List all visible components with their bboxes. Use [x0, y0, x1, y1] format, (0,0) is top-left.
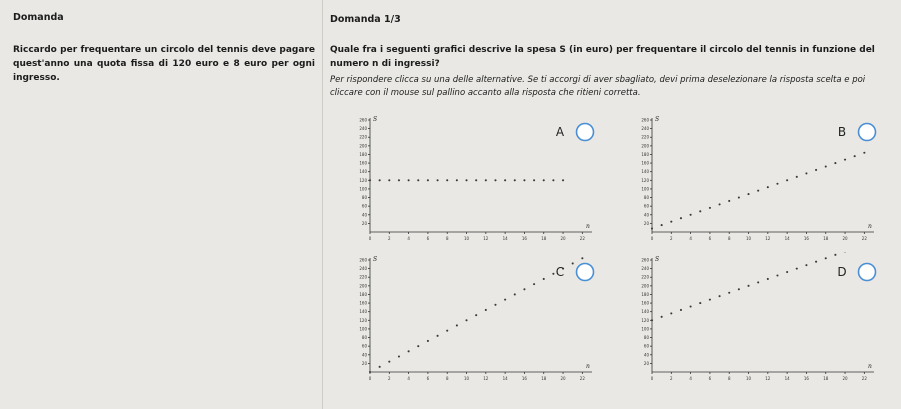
data-point	[738, 288, 740, 290]
x-tick-label: 10	[745, 236, 752, 241]
data-point	[427, 179, 429, 181]
data-point	[815, 169, 817, 171]
x-tick-label: 14	[502, 236, 508, 241]
data-point	[786, 179, 788, 181]
y-tick-label: 120	[641, 177, 649, 183]
x-tick-label: 4	[407, 236, 410, 241]
y-tick-label: 20	[643, 220, 649, 226]
data-point	[651, 228, 653, 230]
option-b-radio[interactable]	[859, 124, 876, 141]
y-tick-label: 180	[359, 291, 367, 297]
y-tick-label: 40	[643, 352, 649, 358]
x-tick-label: 20	[560, 376, 566, 381]
data-point	[757, 281, 759, 283]
data-point	[475, 179, 477, 181]
y-axis-label: S	[373, 256, 378, 263]
x-tick-label: 22	[579, 236, 585, 241]
data-point	[446, 330, 448, 332]
y-tick-label: 240	[641, 126, 649, 132]
x-tick-label: 12	[765, 376, 771, 381]
data-point	[699, 210, 701, 212]
data-point	[543, 278, 545, 280]
data-point	[523, 288, 525, 290]
data-point	[485, 309, 487, 311]
x-tick-label: 0	[650, 376, 654, 381]
y-tick-label: 160	[359, 300, 367, 306]
data-point	[533, 283, 535, 285]
question-number: Domanda 1/3	[330, 14, 401, 25]
data-point	[670, 312, 672, 314]
x-tick-label: 16	[803, 376, 809, 381]
y-tick-label: 180	[641, 291, 649, 297]
option-c-radio[interactable]	[577, 264, 594, 281]
data-point	[581, 257, 583, 259]
x-tick-label: 16	[521, 236, 527, 241]
x-tick-label: 12	[483, 236, 489, 241]
data-point	[456, 324, 458, 326]
data-point	[494, 179, 496, 181]
option-a-radio[interactable]	[577, 124, 594, 141]
data-point	[494, 304, 496, 306]
question-sidebar	[0, 0, 322, 409]
option-c-graph	[336, 252, 608, 386]
x-axis-label: n	[868, 363, 872, 370]
data-point	[728, 200, 730, 202]
x-tick-label: 16	[803, 236, 809, 241]
data-point	[465, 319, 467, 321]
data-point	[661, 224, 663, 226]
y-tick-label: 200	[641, 143, 649, 149]
y-tick-label: 140	[641, 309, 649, 315]
data-point	[709, 207, 711, 209]
option-letter-b: B	[837, 125, 847, 139]
data-point	[651, 319, 653, 321]
data-point	[572, 262, 574, 264]
data-point	[504, 299, 506, 301]
x-tick-label: 18	[541, 236, 547, 241]
x-tick-label: 4	[689, 236, 692, 241]
data-point	[776, 183, 778, 185]
y-tick-label: 20	[643, 360, 649, 366]
x-tick-label: 2	[388, 376, 391, 381]
y-tick-label: 120	[359, 317, 367, 323]
data-point	[844, 159, 846, 161]
data-point	[690, 214, 692, 216]
data-point	[805, 264, 807, 266]
y-tick-label: 20	[361, 220, 367, 226]
x-tick-label: 0	[368, 236, 372, 241]
chart-svg-d	[618, 252, 890, 386]
x-tick-label: 6	[426, 236, 430, 241]
y-tick-label: 160	[359, 160, 367, 166]
y-tick-label: 220	[359, 274, 367, 280]
data-point	[456, 179, 458, 181]
question-text: Quale fra i seguenti grafici descrive la spesa S (in euro) per frequentare il circolo del tennis in funzione del numero n di ingressi?	[330, 45, 875, 69]
x-tick-label: 20	[560, 236, 566, 241]
y-tick-label: 260	[359, 257, 367, 263]
x-tick-label: 2	[388, 236, 391, 241]
y-axis-label: S	[655, 116, 660, 123]
y-axis-label: S	[373, 116, 378, 123]
y-tick-label: 180	[359, 151, 367, 157]
data-point	[437, 179, 439, 181]
x-tick-label: 8	[445, 376, 449, 381]
y-tick-label: 60	[643, 203, 649, 209]
option-letter-d: D	[837, 265, 847, 279]
x-tick-label: 4	[407, 376, 410, 381]
data-point	[543, 179, 545, 181]
data-point	[825, 257, 827, 259]
data-point	[815, 261, 817, 263]
data-point	[834, 254, 836, 256]
x-tick-label: 10	[745, 376, 752, 381]
data-point	[398, 179, 400, 181]
data-point	[796, 268, 798, 270]
y-tick-label: 20	[361, 360, 367, 366]
y-tick-label: 60	[361, 203, 367, 209]
data-point	[388, 179, 390, 181]
y-tick-label: 100	[359, 186, 367, 192]
x-tick-label: 8	[727, 236, 731, 241]
data-point	[504, 179, 506, 181]
y-tick-label: 140	[359, 309, 367, 315]
x-tick-label: 0	[368, 376, 372, 381]
y-tick-label: 40	[643, 212, 649, 218]
y-tick-label: 160	[641, 300, 649, 306]
data-point	[863, 152, 865, 154]
data-point	[680, 217, 682, 219]
y-tick-label: 240	[359, 126, 367, 132]
x-axis-label: n	[586, 223, 590, 230]
x-tick-label: 18	[823, 236, 829, 241]
data-point	[379, 366, 381, 368]
problem-statement: Riccardo per frequentare un circolo del tennis deve pagare quest'anno una quota fissa di 120 euro e 8 euro per ogni ingresso.	[13, 45, 315, 83]
y-tick-label: 140	[359, 169, 367, 175]
data-point	[854, 155, 856, 157]
y-tick-label: 260	[641, 257, 649, 263]
option-b-graph	[618, 112, 890, 246]
data-point	[805, 172, 807, 174]
y-tick-label: 220	[359, 134, 367, 140]
data-point	[728, 292, 730, 294]
data-point	[475, 314, 477, 316]
data-point	[562, 179, 564, 181]
data-point	[408, 350, 410, 352]
x-tick-label: 6	[708, 376, 712, 381]
data-point	[719, 295, 721, 297]
data-point	[699, 302, 701, 304]
x-tick-label: 20	[842, 236, 848, 241]
data-point	[709, 299, 711, 301]
option-letter-a: A	[555, 125, 565, 139]
x-tick-label: 10	[463, 376, 470, 381]
x-tick-label: 14	[502, 376, 508, 381]
y-tick-label: 120	[359, 177, 367, 183]
y-tick-label: 80	[643, 195, 649, 201]
y-tick-label: 220	[641, 274, 649, 280]
data-point	[834, 162, 836, 164]
data-point	[485, 179, 487, 181]
y-tick-label: 240	[359, 266, 367, 272]
data-point	[379, 179, 381, 181]
data-point	[747, 285, 749, 287]
data-point	[670, 221, 672, 223]
data-point	[552, 273, 554, 275]
x-tick-label: 2	[670, 376, 673, 381]
option-a-graph	[336, 112, 608, 246]
chart-svg-b	[618, 112, 890, 246]
x-tick-label: 6	[708, 236, 712, 241]
y-tick-label: 200	[641, 283, 649, 289]
y-tick-label: 260	[641, 117, 649, 123]
y-tick-label: 40	[361, 212, 367, 218]
data-point	[661, 316, 663, 318]
x-tick-label: 14	[784, 236, 790, 241]
data-point	[552, 179, 554, 181]
y-tick-label: 220	[641, 134, 649, 140]
y-tick-label: 240	[641, 266, 649, 272]
data-point	[417, 345, 419, 347]
x-tick-label: 8	[727, 376, 731, 381]
x-axis-label: n	[868, 223, 872, 230]
y-axis-label: S	[655, 256, 660, 263]
data-point	[776, 274, 778, 276]
data-point	[369, 179, 371, 181]
y-tick-label: 100	[641, 186, 649, 192]
x-tick-label: 12	[483, 376, 489, 381]
data-point	[369, 371, 371, 373]
y-tick-label: 260	[359, 117, 367, 123]
option-letter-c: C	[555, 265, 565, 279]
data-point	[514, 293, 516, 295]
y-tick-label: 40	[361, 352, 367, 358]
x-tick-label: 22	[579, 376, 585, 381]
x-tick-label: 20	[842, 376, 848, 381]
data-point	[398, 355, 400, 357]
sidebar-title: Domanda	[13, 12, 64, 23]
data-point	[465, 179, 467, 181]
data-point	[796, 176, 798, 178]
data-point	[417, 179, 419, 181]
data-point	[738, 196, 740, 198]
y-tick-label: 120	[641, 317, 649, 323]
x-tick-label: 4	[689, 376, 692, 381]
data-point	[680, 309, 682, 311]
data-point	[437, 335, 439, 337]
x-tick-label: 18	[823, 376, 829, 381]
x-tick-label: 22	[861, 236, 867, 241]
x-tick-label: 16	[521, 376, 527, 381]
data-point	[757, 190, 759, 192]
x-tick-label: 10	[463, 236, 470, 241]
y-tick-label: 80	[361, 195, 367, 201]
x-tick-label: 22	[861, 376, 867, 381]
question-instructions: Per rispondere clicca su una delle alternative. Se ti accorgi di aver sbagliato, devi prima deselezionare la risposta scelta e poi cliccare con il mouse sul pallino accanto alla risposta che ritieni corretta.	[330, 75, 866, 98]
data-point	[825, 165, 827, 167]
y-tick-label: 200	[359, 143, 367, 149]
x-tick-label: 12	[765, 236, 771, 241]
data-point	[514, 179, 516, 181]
data-point	[427, 340, 429, 342]
y-tick-label: 60	[643, 343, 649, 349]
y-tick-label: 160	[641, 160, 649, 166]
data-point	[523, 179, 525, 181]
x-tick-label: 2	[670, 236, 673, 241]
y-tick-label: 200	[359, 283, 367, 289]
chart-svg-c	[336, 252, 608, 386]
panel-divider	[322, 0, 323, 409]
data-point	[767, 278, 769, 280]
y-tick-label: 80	[643, 335, 649, 341]
data-point	[388, 361, 390, 363]
data-point	[690, 305, 692, 307]
option-d-graph	[618, 252, 890, 386]
y-tick-label: 180	[641, 151, 649, 157]
x-tick-label: 6	[426, 376, 430, 381]
y-tick-label: 100	[641, 326, 649, 332]
data-point	[446, 179, 448, 181]
data-point	[408, 179, 410, 181]
y-tick-label: 100	[359, 326, 367, 332]
y-tick-label: 140	[641, 169, 649, 175]
x-axis-label: n	[586, 363, 590, 370]
chart-svg-a	[336, 112, 608, 246]
x-tick-label: 8	[445, 236, 449, 241]
x-tick-label: 0	[650, 236, 654, 241]
x-tick-label: 18	[541, 376, 547, 381]
data-point	[719, 203, 721, 205]
data-point	[767, 186, 769, 188]
y-tick-label: 60	[361, 343, 367, 349]
data-point	[533, 179, 535, 181]
y-tick-label: 80	[361, 335, 367, 341]
data-point	[786, 271, 788, 273]
x-tick-label: 14	[784, 376, 790, 381]
data-point	[747, 193, 749, 195]
option-d-radio[interactable]	[859, 264, 876, 281]
